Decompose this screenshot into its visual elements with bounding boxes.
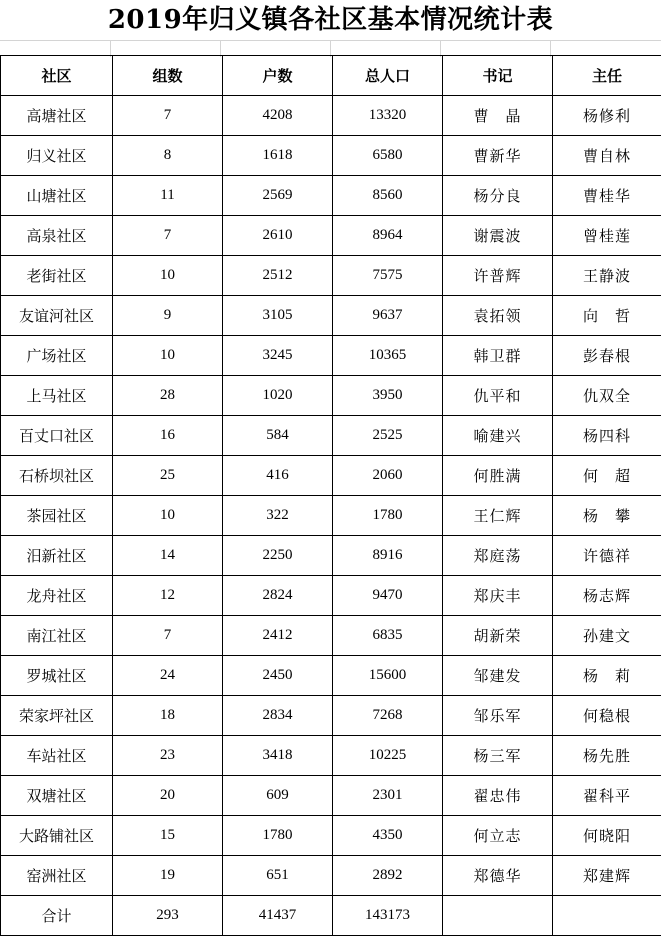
population-cell: 7268	[333, 696, 443, 736]
table-row	[1, 656, 661, 696]
director-cell: 杨志辉	[553, 576, 661, 616]
households-cell: 1618	[223, 136, 333, 176]
households-cell: 416	[223, 456, 333, 496]
population-cell: 2892	[333, 856, 443, 896]
population-cell: 8560	[333, 176, 443, 216]
secretary-cell: 翟忠伟	[443, 776, 553, 816]
table-row	[1, 576, 661, 616]
households-cell: 2610	[223, 216, 333, 256]
community-cell: 老街社区	[1, 256, 113, 296]
header-community: 社区	[1, 56, 113, 96]
community-cell: 荣家坪社区	[1, 696, 113, 736]
community-cell: 车站社区	[1, 736, 113, 776]
community-cell: 高塘社区	[1, 96, 113, 136]
population-cell: 9637	[333, 296, 443, 336]
secretary-cell: 郑庆丰	[443, 576, 553, 616]
households-cell: 2250	[223, 536, 333, 576]
groups-cell: 16	[113, 416, 223, 456]
population-cell: 7575	[333, 256, 443, 296]
population-cell: 3950	[333, 376, 443, 416]
secretary-cell: 许普辉	[443, 256, 553, 296]
households-cell: 1780	[223, 816, 333, 856]
page-title: 2019年归义镇各社区基本情况统计表	[0, 0, 661, 40]
community-cell: 百丈口社区	[1, 416, 113, 456]
header-director: 主任	[553, 56, 661, 96]
households-cell: 1020	[223, 376, 333, 416]
households-cell: 609	[223, 776, 333, 816]
community-cell: 汨新社区	[1, 536, 113, 576]
table-row	[1, 336, 661, 376]
secretary-cell: 仇平和	[443, 376, 553, 416]
population-cell: 15600	[333, 656, 443, 696]
community-cell: 罗城社区	[1, 656, 113, 696]
households-cell: 651	[223, 856, 333, 896]
households-cell: 4208	[223, 96, 333, 136]
community-cell: 南江社区	[1, 616, 113, 656]
table-row	[1, 376, 661, 416]
director-cell: 何晓阳	[553, 816, 661, 856]
director-cell: 杨先胜	[553, 736, 661, 776]
community-cell: 山塘社区	[1, 176, 113, 216]
groups-cell: 25	[113, 456, 223, 496]
director-cell: 杨 攀	[553, 496, 661, 536]
community-cell: 茶园社区	[1, 496, 113, 536]
director-cell	[553, 896, 661, 936]
table-row	[1, 696, 661, 736]
table-row	[1, 856, 661, 896]
total-row	[1, 896, 661, 936]
population-cell: 8964	[333, 216, 443, 256]
population-cell: 8916	[333, 536, 443, 576]
groups-cell: 10	[113, 256, 223, 296]
director-cell: 仇双全	[553, 376, 661, 416]
secretary-cell: 郑庭荡	[443, 536, 553, 576]
secretary-cell: 谢震波	[443, 216, 553, 256]
community-cell: 双塘社区	[1, 776, 113, 816]
households-cell: 2824	[223, 576, 333, 616]
groups-cell: 23	[113, 736, 223, 776]
groups-cell: 20	[113, 776, 223, 816]
director-cell: 翟科平	[553, 776, 661, 816]
director-cell: 何 超	[553, 456, 661, 496]
secretary-cell: 邹乐军	[443, 696, 553, 736]
community-stats-table	[0, 55, 661, 936]
table-row	[1, 496, 661, 536]
director-cell: 孙建文	[553, 616, 661, 656]
table-row	[1, 96, 661, 136]
secretary-cell: 曹新华	[443, 136, 553, 176]
community-cell: 上马社区	[1, 376, 113, 416]
groups-cell: 14	[113, 536, 223, 576]
secretary-cell: 喻建兴	[443, 416, 553, 456]
groups-cell: 10	[113, 336, 223, 376]
households-cell: 3245	[223, 336, 333, 376]
households-cell: 322	[223, 496, 333, 536]
population-cell: 2301	[333, 776, 443, 816]
secretary-cell: 杨分良	[443, 176, 553, 216]
groups-cell: 9	[113, 296, 223, 336]
groups-cell: 7	[113, 216, 223, 256]
secretary-cell: 胡新荣	[443, 616, 553, 656]
groups-cell: 12	[113, 576, 223, 616]
population-cell: 2060	[333, 456, 443, 496]
groups-cell: 19	[113, 856, 223, 896]
table-row	[1, 456, 661, 496]
director-cell: 王静波	[553, 256, 661, 296]
groups-cell: 8	[113, 136, 223, 176]
secretary-cell: 何立志	[443, 816, 553, 856]
population-cell: 10365	[333, 336, 443, 376]
table-row	[1, 816, 661, 856]
sheet-gridlines	[0, 40, 661, 56]
population-cell: 1780	[333, 496, 443, 536]
population-cell: 143173	[333, 896, 443, 936]
groups-cell: 11	[113, 176, 223, 216]
table-row	[1, 296, 661, 336]
community-cell: 龙舟社区	[1, 576, 113, 616]
community-cell: 高泉社区	[1, 216, 113, 256]
secretary-cell: 曹 晶	[443, 96, 553, 136]
director-cell: 曹桂华	[553, 176, 661, 216]
director-cell: 杨 莉	[553, 656, 661, 696]
header-groups: 组数	[113, 56, 223, 96]
director-cell: 杨修利	[553, 96, 661, 136]
groups-cell: 28	[113, 376, 223, 416]
director-cell: 杨四科	[553, 416, 661, 456]
households-cell: 584	[223, 416, 333, 456]
director-cell: 曹自林	[553, 136, 661, 176]
table-row	[1, 616, 661, 656]
table-row	[1, 216, 661, 256]
population-cell: 2525	[333, 416, 443, 456]
secretary-cell: 王仁辉	[443, 496, 553, 536]
groups-cell: 24	[113, 656, 223, 696]
table-row	[1, 736, 661, 776]
households-cell: 2512	[223, 256, 333, 296]
households-cell: 2412	[223, 616, 333, 656]
table-row	[1, 416, 661, 456]
community-cell: 石桥坝社区	[1, 456, 113, 496]
community-cell: 归义社区	[1, 136, 113, 176]
header-households: 户数	[223, 56, 333, 96]
community-cell: 窑洲社区	[1, 856, 113, 896]
table-row	[1, 776, 661, 816]
secretary-cell: 郑德华	[443, 856, 553, 896]
population-cell: 6580	[333, 136, 443, 176]
population-cell: 13320	[333, 96, 443, 136]
secretary-cell: 韩卫群	[443, 336, 553, 376]
table-row	[1, 536, 661, 576]
community-cell: 友谊河社区	[1, 296, 113, 336]
community-cell: 广场社区	[1, 336, 113, 376]
groups-cell: 10	[113, 496, 223, 536]
table-row	[1, 256, 661, 296]
table-body	[1, 96, 661, 936]
population-cell: 4350	[333, 816, 443, 856]
community-cell: 合计	[1, 896, 113, 936]
header-secretary: 书记	[443, 56, 553, 96]
households-cell: 2569	[223, 176, 333, 216]
population-cell: 9470	[333, 576, 443, 616]
table-header-row	[1, 56, 661, 96]
secretary-cell: 邹建发	[443, 656, 553, 696]
header-population: 总人口	[333, 56, 443, 96]
households-cell: 3418	[223, 736, 333, 776]
table-row	[1, 136, 661, 176]
households-cell: 41437	[223, 896, 333, 936]
director-cell: 何稳根	[553, 696, 661, 736]
population-cell: 6835	[333, 616, 443, 656]
director-cell: 彭春根	[553, 336, 661, 376]
director-cell: 曾桂莲	[553, 216, 661, 256]
groups-cell: 7	[113, 96, 223, 136]
table-row	[1, 176, 661, 216]
community-cell: 大路铺社区	[1, 816, 113, 856]
groups-cell: 15	[113, 816, 223, 856]
population-cell: 10225	[333, 736, 443, 776]
groups-cell: 293	[113, 896, 223, 936]
groups-cell: 7	[113, 616, 223, 656]
director-cell: 许德祥	[553, 536, 661, 576]
secretary-cell: 杨三军	[443, 736, 553, 776]
households-cell: 3105	[223, 296, 333, 336]
secretary-cell: 何胜满	[443, 456, 553, 496]
households-cell: 2450	[223, 656, 333, 696]
secretary-cell	[443, 896, 553, 936]
secretary-cell: 袁拓领	[443, 296, 553, 336]
director-cell: 向 哲	[553, 296, 661, 336]
households-cell: 2834	[223, 696, 333, 736]
groups-cell: 18	[113, 696, 223, 736]
director-cell: 郑建辉	[553, 856, 661, 896]
